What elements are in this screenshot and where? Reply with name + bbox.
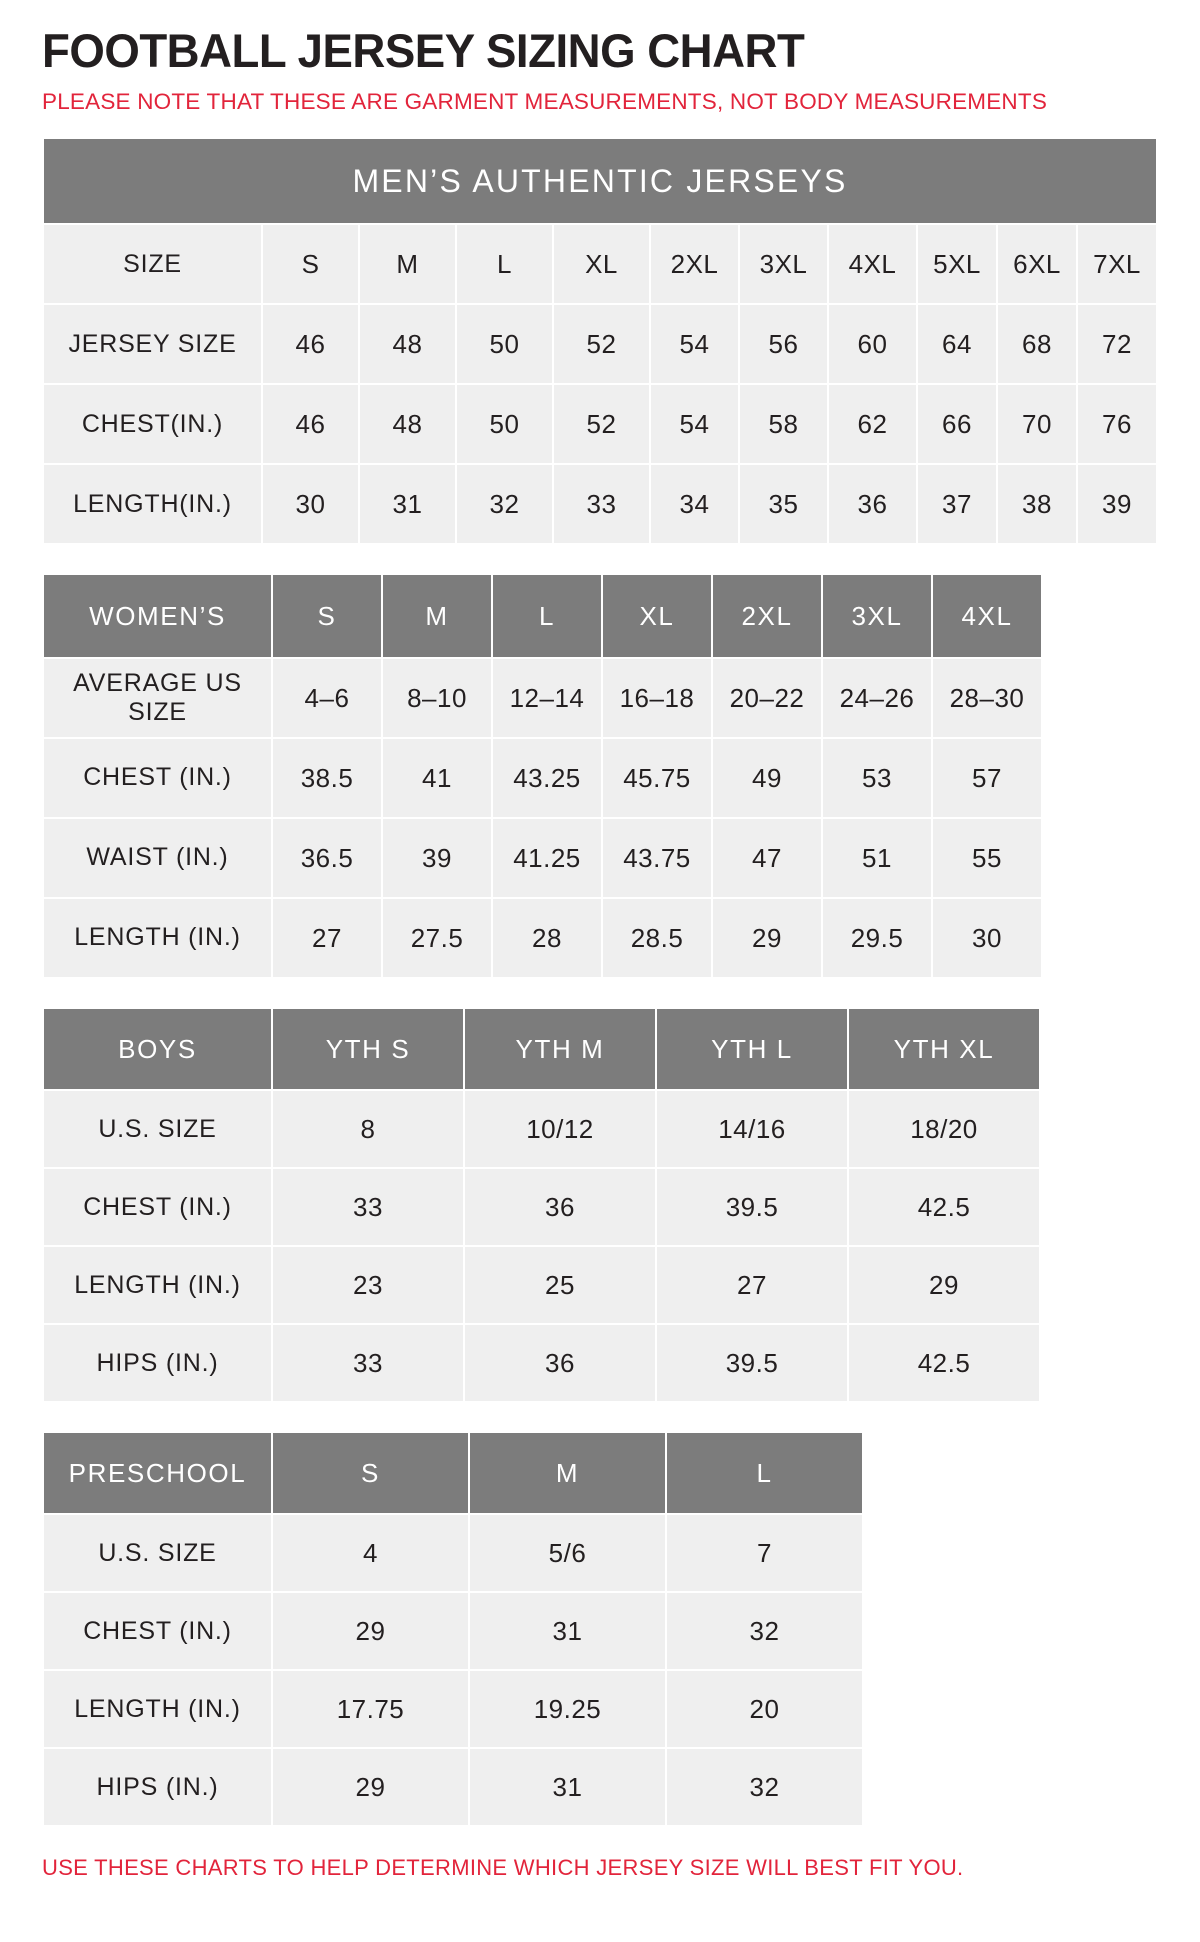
table-cell: 30 — [262, 464, 359, 544]
table-cell: 39 — [1077, 464, 1157, 544]
table-header-row — [43, 574, 1042, 658]
table-row — [43, 1514, 863, 1592]
table-row — [43, 898, 1042, 978]
table-cell: 5/6 — [469, 1514, 666, 1592]
table-cell: 27 — [656, 1246, 848, 1324]
boys-sizing-table — [42, 1007, 1041, 1403]
table-cell: 49 — [712, 738, 822, 818]
table-header-cell: 3XL — [822, 574, 932, 658]
table-header-row — [43, 1008, 1040, 1090]
table-row — [43, 1670, 863, 1748]
table-cell: 2XL — [650, 224, 739, 304]
table-row — [43, 1090, 1040, 1168]
table-cell: 42.5 — [848, 1168, 1040, 1246]
table-cell: 32 — [666, 1592, 863, 1670]
table-cell: XL — [553, 224, 650, 304]
table-cell: 5XL — [917, 224, 997, 304]
table-cell: 29 — [272, 1592, 469, 1670]
measurement-note: PLEASE NOTE THAT THESE ARE GARMENT MEASUREMENTS, NOT BODY MEASUREMENTS — [42, 89, 1048, 115]
table-row-band — [43, 138, 1157, 224]
table-cell: 39 — [382, 818, 492, 898]
table-cell: 76 — [1077, 384, 1157, 464]
table-cell: 48 — [359, 304, 456, 384]
table-cell: 6XL — [997, 224, 1077, 304]
table-row — [43, 304, 1157, 384]
table-cell: 51 — [822, 818, 932, 898]
table-cell: L — [456, 224, 553, 304]
table-cell: 29.5 — [822, 898, 932, 978]
row-label: CHEST (IN.) — [43, 1168, 272, 1246]
table-cell: 46 — [262, 384, 359, 464]
table-cell: 29 — [712, 898, 822, 978]
table-row — [43, 1748, 863, 1826]
table-cell: 7 — [666, 1514, 863, 1592]
table-cell: 23 — [272, 1246, 464, 1324]
row-label: SIZE — [43, 224, 262, 304]
table-cell: 54 — [650, 304, 739, 384]
row-label: HIPS (IN.) — [43, 1748, 272, 1826]
table-row — [43, 1324, 1040, 1402]
row-label: CHEST(IN.) — [43, 384, 262, 464]
table-header-cell: 4XL — [932, 574, 1042, 658]
womens-sizing-table — [42, 573, 1043, 979]
table-row — [43, 1592, 863, 1670]
mens-band-title: MEN’S AUTHENTIC JERSEYS — [43, 138, 1157, 224]
table-cell: 46 — [262, 304, 359, 384]
table-cell: 31 — [469, 1592, 666, 1670]
table-header-row — [43, 1432, 863, 1514]
table-header-cell: 2XL — [712, 574, 822, 658]
table-cell: 41.25 — [492, 818, 602, 898]
row-label: LENGTH (IN.) — [43, 898, 272, 978]
table-cell: 47 — [712, 818, 822, 898]
table-cell: 28–30 — [932, 658, 1042, 738]
table-cell: 27 — [272, 898, 382, 978]
table-cell: 28 — [492, 898, 602, 978]
row-label: AVERAGE US SIZE — [43, 658, 272, 738]
row-label: JERSEY SIZE — [43, 304, 262, 384]
table-cell: 32 — [666, 1748, 863, 1826]
womens-header-label: WOMEN’S — [43, 574, 272, 658]
table-cell: 54 — [650, 384, 739, 464]
table-row — [43, 658, 1042, 738]
table-header-cell: S — [272, 574, 382, 658]
table-cell: 35 — [739, 464, 828, 544]
table-cell: 39.5 — [656, 1168, 848, 1246]
row-label: LENGTH (IN.) — [43, 1670, 272, 1748]
table-cell: 8 — [272, 1090, 464, 1168]
table-cell: 17.75 — [272, 1670, 469, 1748]
footer-note: USE THESE CHARTS TO HELP DETERMINE WHICH JERSEY SIZE WILL BEST FIT YOU. — [42, 1855, 964, 1881]
table-cell: 68 — [997, 304, 1077, 384]
boys-header-label: BOYS — [43, 1008, 272, 1090]
preschool-header-label: PRESCHOOL — [43, 1432, 272, 1514]
table-cell: 41 — [382, 738, 492, 818]
table-cell: 43.25 — [492, 738, 602, 818]
table-row — [43, 224, 1157, 304]
table-cell: 36 — [464, 1168, 656, 1246]
table-cell: M — [359, 224, 456, 304]
table-cell: 50 — [456, 304, 553, 384]
table-cell: 36 — [464, 1324, 656, 1402]
row-label: U.S. SIZE — [43, 1514, 272, 1592]
table-row — [43, 1168, 1040, 1246]
table-cell: 52 — [553, 384, 650, 464]
preschool-sizing-table — [42, 1431, 864, 1827]
table-cell: 29 — [848, 1246, 1040, 1324]
row-label: LENGTH(IN.) — [43, 464, 262, 544]
table-cell: 14/16 — [656, 1090, 848, 1168]
table-cell: 33 — [553, 464, 650, 544]
table-cell: 42.5 — [848, 1324, 1040, 1402]
table-cell: 19.25 — [469, 1670, 666, 1748]
table-row — [43, 1246, 1040, 1324]
table-header-cell: YTH M — [464, 1008, 656, 1090]
table-header-cell: XL — [602, 574, 712, 658]
table-cell: 20–22 — [712, 658, 822, 738]
table-cell: 33 — [272, 1168, 464, 1246]
table-cell: 33 — [272, 1324, 464, 1402]
table-cell: 10/12 — [464, 1090, 656, 1168]
table-cell: 30 — [932, 898, 1042, 978]
table-cell: 64 — [917, 304, 997, 384]
row-label: HIPS (IN.) — [43, 1324, 272, 1402]
table-cell: 39.5 — [656, 1324, 848, 1402]
table-row — [43, 384, 1157, 464]
table-cell: 24–26 — [822, 658, 932, 738]
table-header-cell: YTH XL — [848, 1008, 1040, 1090]
table-cell: 66 — [917, 384, 997, 464]
table-header-cell: L — [492, 574, 602, 658]
table-cell: 28.5 — [602, 898, 712, 978]
table-cell: 58 — [739, 384, 828, 464]
table-header-cell: YTH S — [272, 1008, 464, 1090]
row-label: WAIST (IN.) — [43, 818, 272, 898]
table-cell: 16–18 — [602, 658, 712, 738]
table-cell: 53 — [822, 738, 932, 818]
row-label: U.S. SIZE — [43, 1090, 272, 1168]
table-cell: 4 — [272, 1514, 469, 1592]
table-cell: 43.75 — [602, 818, 712, 898]
table-cell: 27.5 — [382, 898, 492, 978]
table-cell: 72 — [1077, 304, 1157, 384]
table-cell: 70 — [997, 384, 1077, 464]
table-cell: 57 — [932, 738, 1042, 818]
table-cell: 31 — [469, 1748, 666, 1826]
table-header-cell: M — [382, 574, 492, 658]
table-cell: 50 — [456, 384, 553, 464]
table-cell: 29 — [272, 1748, 469, 1826]
table-header-cell: L — [666, 1432, 863, 1514]
table-cell: 18/20 — [848, 1090, 1040, 1168]
table-cell: 62 — [828, 384, 917, 464]
table-header-cell: YTH L — [656, 1008, 848, 1090]
table-cell: 52 — [553, 304, 650, 384]
table-cell: 32 — [456, 464, 553, 544]
table-row — [43, 464, 1157, 544]
row-label: CHEST (IN.) — [43, 1592, 272, 1670]
table-cell: 25 — [464, 1246, 656, 1324]
table-cell: S — [262, 224, 359, 304]
table-cell: 20 — [666, 1670, 863, 1748]
table-cell: 12–14 — [492, 658, 602, 738]
table-cell: 4XL — [828, 224, 917, 304]
table-cell: 4–6 — [272, 658, 382, 738]
page-title: FOOTBALL JERSEY SIZING CHART — [42, 24, 805, 77]
row-label: LENGTH (IN.) — [43, 1246, 272, 1324]
row-label: CHEST (IN.) — [43, 738, 272, 818]
table-cell: 55 — [932, 818, 1042, 898]
table-header-cell: M — [469, 1432, 666, 1514]
table-cell: 38 — [997, 464, 1077, 544]
table-cell: 48 — [359, 384, 456, 464]
table-header-cell: S — [272, 1432, 469, 1514]
table-cell: 31 — [359, 464, 456, 544]
table-cell: 45.75 — [602, 738, 712, 818]
table-cell: 34 — [650, 464, 739, 544]
table-cell: 56 — [739, 304, 828, 384]
table-cell: 7XL — [1077, 224, 1157, 304]
table-row — [43, 818, 1042, 898]
table-cell: 36 — [828, 464, 917, 544]
table-cell: 8–10 — [382, 658, 492, 738]
table-cell: 3XL — [739, 224, 828, 304]
mens-authentic-jerseys-table — [42, 137, 1158, 545]
table-cell: 60 — [828, 304, 917, 384]
table-cell: 37 — [917, 464, 997, 544]
table-cell: 38.5 — [272, 738, 382, 818]
table-row — [43, 738, 1042, 818]
table-cell: 36.5 — [272, 818, 382, 898]
